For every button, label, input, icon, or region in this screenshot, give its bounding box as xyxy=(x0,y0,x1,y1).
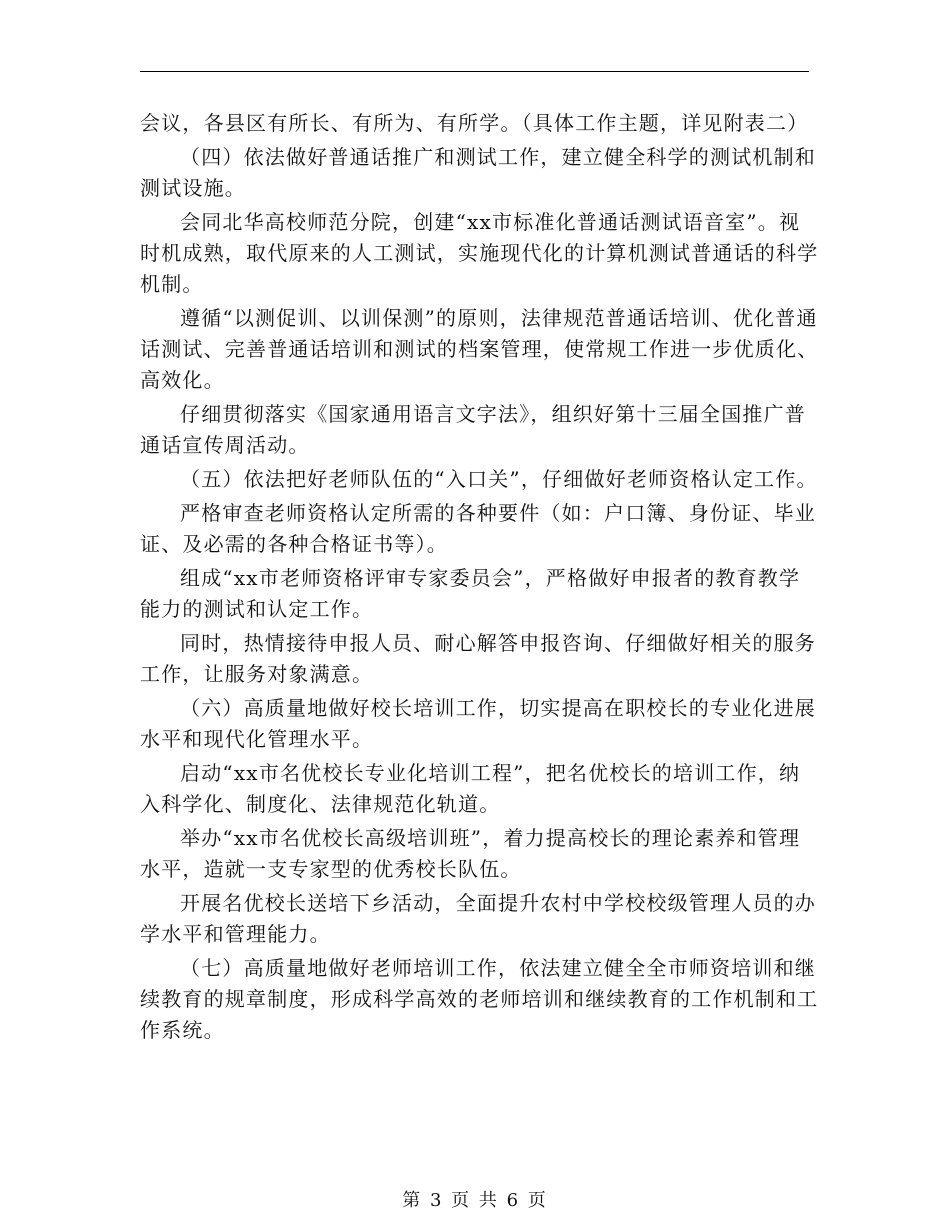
paragraph: 仔细贯彻落实《国家通用语言文字法》，组织好第十三届全国推广普通话宣传周活动。 xyxy=(140,402,806,457)
paragraph: （六）高质量地做好校长培训工作，切实提高在职校长的专业化进展水平和现代化管理水平。 xyxy=(140,696,816,751)
header-rule xyxy=(140,71,809,72)
paragraph: 严格审查老师资格认定所需的各种要件（如：户口簿、身份证、毕业证、及必需的各种合格证书等）。 xyxy=(140,501,816,556)
paragraph: （四）依法做好普通话推广和测试工作，建立健全科学的测试机制和测试设施。 xyxy=(140,145,816,200)
paragraph: 启动“xx市名优校长专业化培训工程”，把名优校长的培训工作，纳入科学化、制度化、法律规范化轨道。 xyxy=(140,761,801,816)
paragraph: 会议，各县区有所长、有所为、有所学。（具体工作主题，详见附表二） xyxy=(140,111,809,135)
document-body xyxy=(140,108,820,1049)
paragraph: （七）高质量地做好老师培训工作，依法建立健全全市师资培训和继续教育的规章制度，形成科学高效的老师培训和继续教育的工作机制和工作系统。 xyxy=(140,956,819,1042)
paragraph: 会同北华高校师范分院，创建“xx市标准化普通话测试语音室”。视时机成熟，取代原来的人工测试，实施现代化的计算机测试普通话的科学机制。 xyxy=(140,210,819,296)
paragraph: （五）依法把好老师队伍的“入口关”，仔细做好老师资格认定工作。 xyxy=(180,467,818,491)
paragraph: 遵循“以测促训、以训保测”的原则，法律规范普通话培训、优化普通话测试、完善普通话培训和测试的档案管理，使常规工作进一步优质化、高效化。 xyxy=(140,306,819,392)
paragraph: 组成“xx市老师资格评审专家委员会”，严格做好申报者的教育教学能力的测试和认定工作。 xyxy=(140,566,801,621)
paragraph: 同时，热情接待申报人员、耐心解答申报咨询、仔细做好相关的服务工作，让服务对象满意。 xyxy=(140,631,816,686)
paragraph: 举办“xx市名优校长高级培训班”，着力提高校长的理论素养和管理水平，造就一支专家型的优秀校长队伍。 xyxy=(140,826,801,881)
paragraph: 开展名优校长送培下乡活动，全面提升农村中学校校级管理人员的办学水平和管理能力。 xyxy=(140,891,816,946)
page-number: 第 3 页 共 6 页 xyxy=(402,1190,548,1211)
